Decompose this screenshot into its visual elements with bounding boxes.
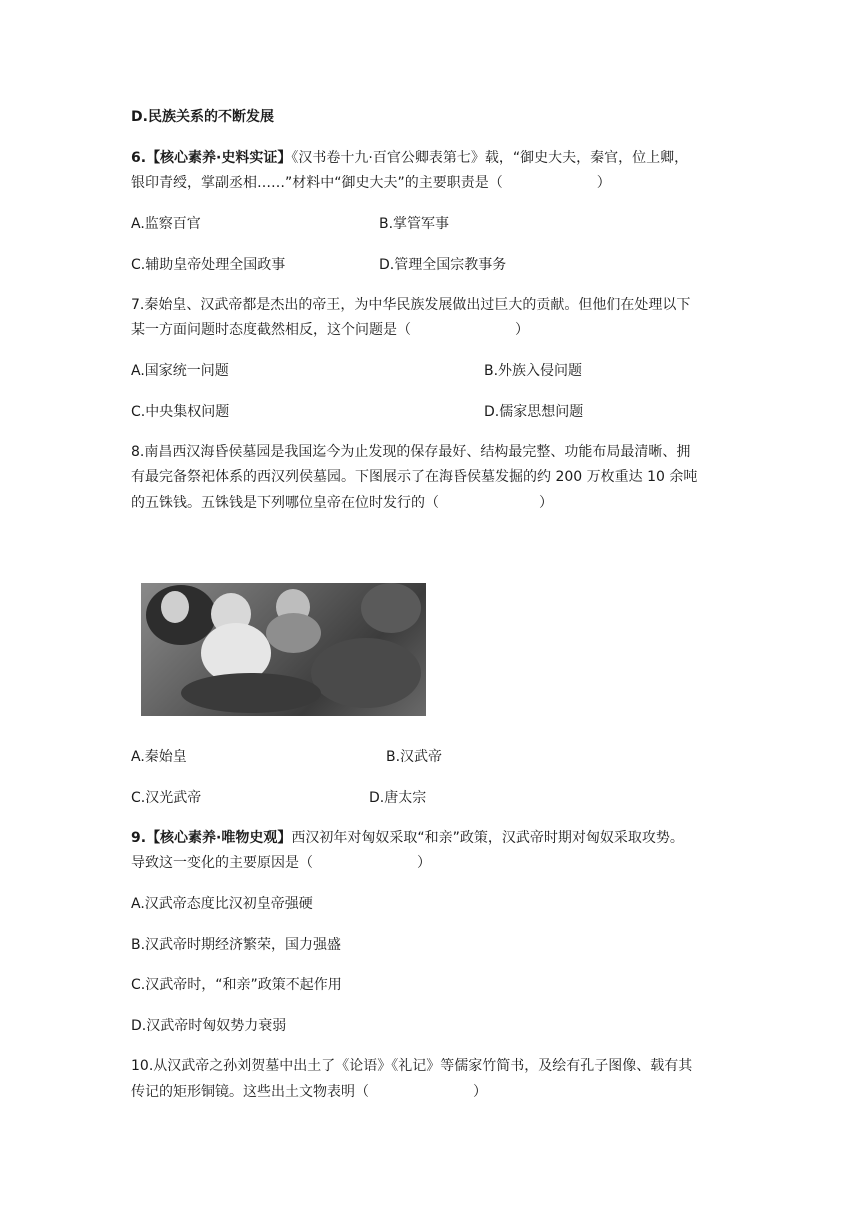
q6-option-c: C.辅助皇帝处理全国政事: [131, 257, 286, 273]
q9-option-b: B.汉武帝时期经济繁荣，国力强盛: [131, 937, 342, 953]
q7-option-a: A.国家统一问题: [131, 363, 229, 379]
q7-option-b: B.外族入侵问题: [484, 363, 583, 379]
q10-stem-line1: 10.从汉武帝之孙刘贺墓中出土了《论语》《礼记》等儒家竹简书，及绘有孔子图像、载有其: [131, 1058, 693, 1074]
q8-stem-line1: 8.南昌西汉海昏侯墓园是我国迄今为止发现的保存最好、结构最完整、功能布局最清晰、拥: [131, 444, 691, 460]
q6-option-a: A.监察百官: [131, 216, 201, 232]
q9-stem-line2: 导致这一变化的主要原因是（ ）: [131, 855, 431, 871]
q7-option-d: D.儒家思想问题: [484, 404, 584, 420]
q10-stem-line2: 传记的矩形铜镜。这些出土文物表明（ ）: [131, 1084, 487, 1100]
q9-option-d: D.汉武帝时匈奴势力衰弱: [131, 1018, 287, 1034]
q9-option-a: A.汉武帝态度比汉初皇帝强硬: [131, 896, 313, 912]
q9-option-c: C.汉武帝时，“和亲”政策不起作用: [131, 977, 342, 993]
q5-option-d: D.民族关系的不断发展: [131, 109, 274, 125]
q9-stem-line1: 9.【核心素养·唯物史观】西汉初年对匈奴采取“和亲”政策，汉武帝时期对匈奴采取攻势。: [131, 830, 684, 846]
q7-stem-line2: 某一方面问题时态度截然相反，这个问题是（ ）: [131, 322, 529, 338]
q6-stem-line2: 银印青绶，掌副丞相……”材料中“御史大夫”的主要职责是（ ）: [131, 175, 611, 191]
excavation-photo: [141, 583, 426, 716]
q7-option-c: C.中央集权问题: [131, 404, 230, 420]
q8-option-a: A.秦始皇: [131, 749, 187, 765]
q8-option-c: C.汉光武帝: [131, 790, 202, 806]
q6-option-d: D.管理全国宗教事务: [379, 257, 507, 273]
q8-stem-line3: 的五铢钱。五铢钱是下列哪位皇帝在位时发行的（ ）: [131, 495, 553, 511]
q7-stem-line1: 7.秦始皇、汉武帝都是杰出的帝王，为中华民族发展做出过巨大的贡献。但他们在处理以下: [131, 297, 691, 313]
q6-stem-line1: 6.【核心素养·史料实证】《汉书卷十九·百官公卿表第七》载，“御史大夫，秦官，位上卿，: [131, 150, 689, 166]
q6-option-b: B.掌管军事: [379, 216, 450, 232]
q8-stem-line2: 有最完备祭祀体系的西汉列侯墓园。下图展示了在海昏侯墓发掘的约 200 万枚重达 10 余吨: [131, 469, 698, 485]
q8-option-b: B.汉武帝: [386, 749, 443, 765]
q8-option-d: D.唐太宗: [369, 790, 427, 806]
